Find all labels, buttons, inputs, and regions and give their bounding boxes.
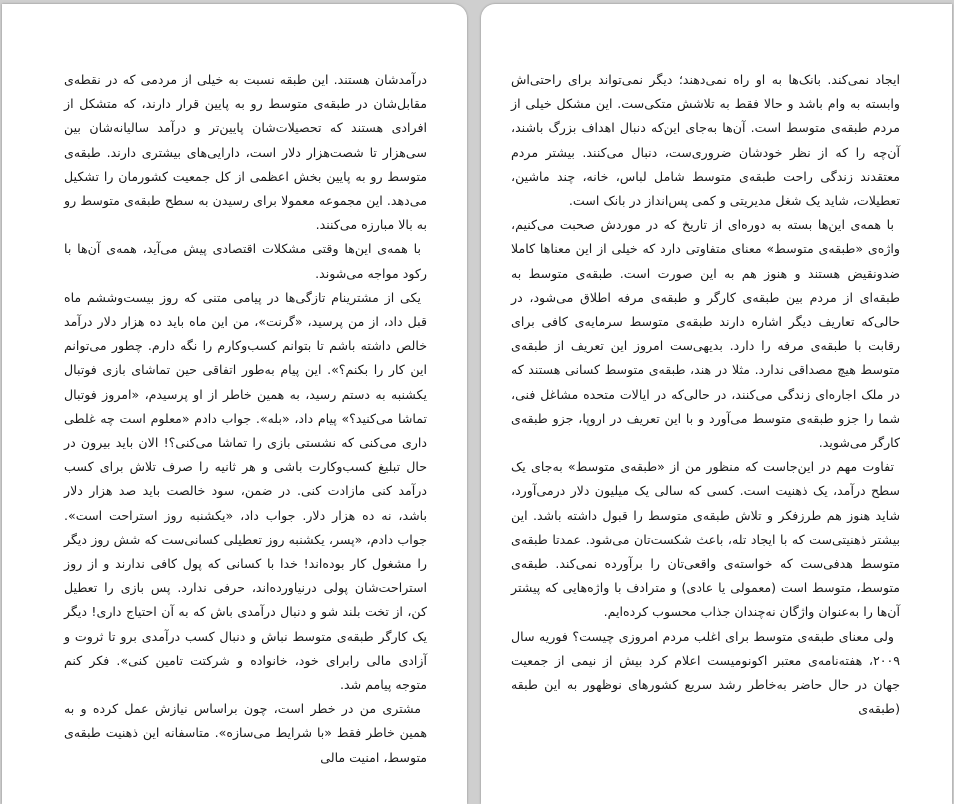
- paragraph: درآمدشان هستند. این طبقه نسبت به خیلی از مردمی که در نقطه‌ی مقابل‌شان در طبقه‌ی متوسط رو به پایین قرار دارند، که متشکل از افرادی هستند که تحصیلات‌شان پایین‌تر و درآمد سالیانه‌شان بین سی‌هزار تا شصت‌هزار دلار است، دارایی‌های بیشتری دارند. طبقه‌ی متوسط رو به پایین بخش اعظمی از کل جمعیت کشورمان را تشکیل می‌دهد. این مجموعه معمولا برای رسیدن به سطح طبقه‌ی متوسط رو به بالا مبارزه می‌کنند.: [64, 72, 427, 233]
- paragraph: با همه‌ی این‌ها وقتی مشکلات اقتصادی پیش می‌آید، همه‌ی آن‌ها با رکود مواجه می‌شوند.: [64, 241, 427, 281]
- right-page: [481, 4, 952, 804]
- paragraph: با همه‌ی این‌ها بسته به دوره‌ای از تاریخ که در موردش صحبت می‌کنیم، واژه‌ی «طبقه‌ی متوسط» معنای متفاوتی دارد که خیلی از این معناها کاملا ضدونقیض هستند و هنوز هم به این صورت است. طبقه‌ی متوسط به طبقه‌ای از مردم بین طبقه‌ی کارگر و طبقه‌ی مرفه اطلاق می‌شود، در حالی‌که تعاریف دیگر اشاره دارند طبقه‌ی متوسط سرمایه‌ی کافی برای رقابت با طبقه‌ی مرفه را دارد. بدیهی‌ست امروز این تعریف از طبقه‌ی متوسط هیچ مصداقی ندارد. مثلا در هند، طبقه‌ی متوسط کسانی هستند که در ملک اجاره‌ای زندگی می‌کنند، در حالی‌که در ایالات متحده مشاغل فنی، شما را جزو طبقه‌ی متوسط می‌آورد و با این تعریف در اروپا، جزو طبقه‌ی کارگر می‌شوید.: [511, 217, 900, 451]
- paragraph: ایجاد نمی‌کند. بانک‌ها به او راه نمی‌دهند؛ دیگر نمی‌تواند برای راحتی‌اش وابسته به وام باشد و حالا فقط به تلاشش متکی‌ست. این مشکل خیلی از مردم طبقه‌ی متوسط است. آن‌ها به‌جای این‌که دنبال اهداف بزرگ باشند، آن‌چه را که از نظر خودشان ضروری‌ست، دنبال می‌کنند. بیشتر مردم معتقدند زندگی راحت طبقه‌ی متوسط شامل لباس، خانه، چند ماشین، تعطیلات، شاید یک شغل مدیریتی و کمی پس‌انداز در بانک است.: [511, 72, 900, 209]
- paragraph: ولی معنای طبقه‌ی متوسط برای اغلب مردم امروزی چیست؟ فوریه سال ۲۰۰۹، هفته‌نامه‌ی معتبر اکونومیست اعلام کرد بیش از نیمی از جمعیت جهان در حال حاضر به‌خاطر رشد سریع کشورهای نوظهور به این طبقه (طبقه‌ی: [511, 628, 900, 717]
- right-page-text: [511, 68, 900, 721]
- paragraph: تفاوت مهم در این‌جاست که منظور من از «طبقه‌ی متوسط» به‌جای یک سطح درآمد، یک ذهنیت است. کسی که سالی یک میلیون دلار درمی‌آورد، شاید هنوز هم طرزفکر و تلاش طبقه‌ی متوسط را قبول داشته باشد. این بیشتر ذهنیتی‌ست که با ایجاد تله، باعث شکست‌تان می‌شود. عمدتا طبقه‌ی متوسط هدفی‌ست که خواسته‌ی واقعی‌تان را برآورده نمی‌کند. طبقه‌ی متوسط، متوسط است (معمولی یا عادی) و مترادف با واژه‌هایی که پیشتر آن‌ها را به‌عنوان واژگان نه‌چندان جذاب محسوب کرده‌ایم.: [511, 459, 900, 620]
- paragraph: یکی از مشترینام تازگی‌ها در پیامی متنی که روز بیست‌وششم ماه قبل داد، از من پرسید، «گرنت»، من این ماه باید ده هزار دلار درآمد خالص داشته باشم تا بتوانم کسب‌وکارم را نگه دارم. چطور می‌توانم این کار را بکنم؟». این پیام به‌طور اتفاقی حین تماشای بازی فوتبال یکشنبه به دستم رسید، به همین خاطر از او پرسیدم، «امروز فوتبال تماشا می‌کنید؟» پیام داد، «بله». جواب دادم «معلوم است چه غلطی داری می‌کنی که نشستی بازی را تماشا می‌کنی؟! الان باید بیرون در حال تبلیغ کسب‌وکارت باشی و هر ثانیه را صرف تلاش برای کسب درآمد کنی مازادت کنی. در ضمن، سود خالصت باید صد هزار دلار باشد، نه ده هزار دلار. جواب داد، «یکشنبه روز استراحت است». جواب دادم، «پسر، یکشنبه روز تعطیلی کسانی‌ست که شش روز دیگر را مشغول کار بوده‌اند! خدا با کسانی که پول کافی ندارند و از روز استراحت‌شان پولی درنیاورده‌اند، حرفی ندارد. پس بازی را تعطیل کن، از تخت بلند شو و دنبال درآمدی باش که به آن احتیاج داری! دیگر یک کارگر طبقه‌ی متوسط نباش و دنبال کسب درآمدی برو تا ثروت و آزادی مالی رابرای خود، خانواده و شرکتت تامین کنی». فکر کنم متوجه پیامم شد.: [64, 289, 427, 693]
- left-page: [2, 4, 467, 804]
- paragraph: مشتری من در خطر است، چون براساس نیازش عمل کرده و به همین خاطر فقط «با شرایط می‌سازه». متاسفانه این ذهنیت طبقه‌ی متوسط، امنیت مالی: [64, 701, 427, 765]
- left-page-text: [64, 68, 427, 770]
